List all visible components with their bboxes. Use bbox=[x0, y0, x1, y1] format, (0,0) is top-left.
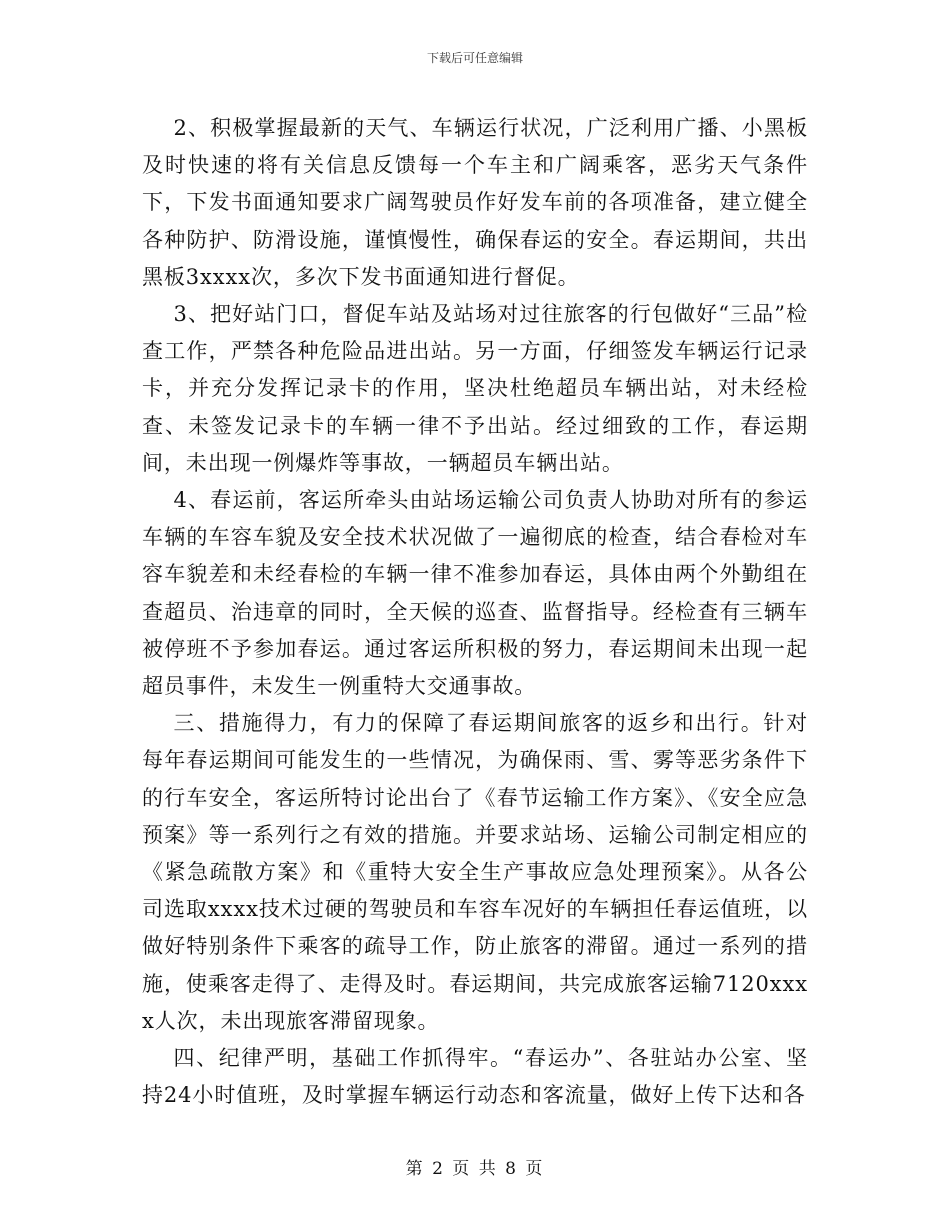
paragraph: 三、措施得力，有力的保障了春运期间旅客的返乡和出行。针对每年春运期间可能发生的一些情况，为确保雨、雪、雾等恶劣条件下的行车安全，客运所特讨论出台了《春节运输工作方案》、《安全应急预案》等一系列行之有效的措施。并要求站场、运输公司制定相应的《紧急疏散方案》和《重特大安全生产事故应急处理预案》。从各公司选取xxxx技术过硬的驾驶员和车容车况好的车辆担任春运值班，以做好特别条件下乘客的疏导工作，防止旅客的滞留。通过一系列的措施，使乘客走得了、走得及时。春运期间，共完成旅客运输7120xxxx人次，未出现旅客滞留现象。 bbox=[142, 711, 808, 1033]
page-header: 下载后可任意编辑 bbox=[426, 51, 523, 65]
page-number-footer: 第 2 页 共 8 页 bbox=[405, 1159, 545, 1179]
paragraph: 四、纪律严明，基础工作抓得牢。“春运办”、各驻站办公室、坚持24小时值班，及时掌握车辆运行动态和客流量，做好上传下达和各 bbox=[142, 1046, 808, 1108]
paragraph: 4、春运前，客运所牵头由站场运输公司负责人协助对所有的参运车辆的车容车貌及安全技术状况做了一遍彻底的检查，结合春检对车容车貌差和未经春检的车辆一律不准参加春运，具体由两个外勤组在查超员、治违章的同时，全天候的巡查、监督指导。经检查有三辆车被停班不予参加春运。通过客运所积极的努力，春运期间未出现一起超员事件，未发生一例重特大交通事故。 bbox=[142, 488, 808, 699]
document-body bbox=[142, 110, 808, 1114]
paragraph: 2、积极掌握最新的天气、车辆运行状况，广泛利用广播、小黑板及时快速的将有关信息反馈每一个车主和广阔乘客，恶劣天气条件下，下发书面通知要求广阔驾驶员作好发车前的各项准备，建立健全各种防护、防滑设施，谨慎慢性，确保春运的安全。春运期间，共出黑板3xxxx次，多次下发书面通知进行督促。 bbox=[142, 116, 808, 289]
paragraph: 3、把好站门口，督促车站及站场对过往旅客的行包做好“三品”检查工作，严禁各种危险品进出站。另一方面，仔细签发车辆运行记录卡，并充分发挥记录卡的作用，坚决杜绝超员车辆出站，对未经检查、未签发记录卡的车辆一律不予出站。经过细致的工作，春运期间，未出现一例爆炸等事故，一辆超员车辆出站。 bbox=[142, 302, 808, 475]
